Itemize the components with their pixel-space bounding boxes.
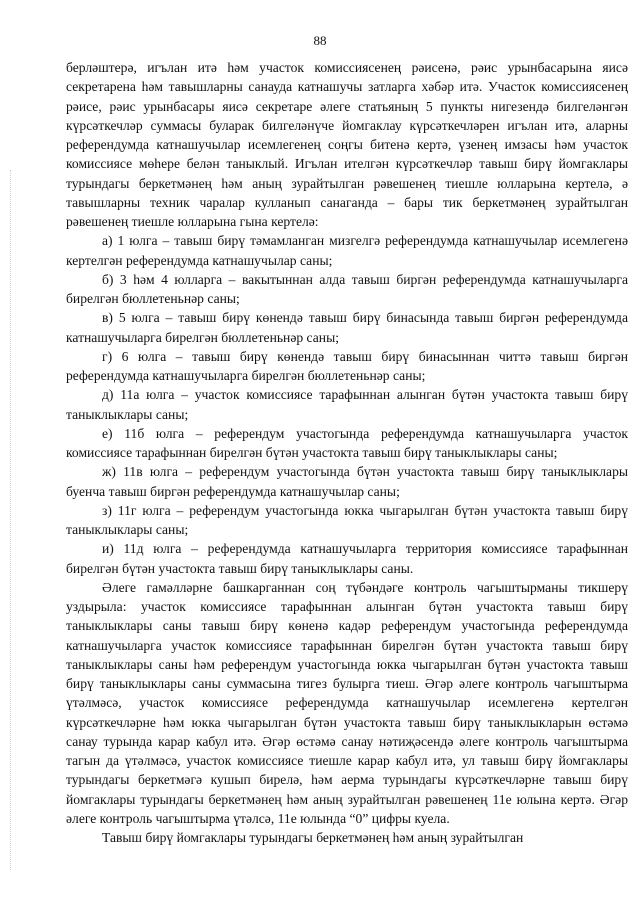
control-check-paragraph: Әлеге гамәлләрне башкарганнан соң түбәндәге контроль чагыштырманы тикшерү уздырыла: участок комиссиясе тарафыннан алынган бүтән участокта тавыш бирү таныклыклары саны тавыш бирү көненә кадәр референдум участогында референдумда катнашучыларга участок комиссиясе тарафыннан бирелгән бүтән участокта тавыш бирү таныклыклары саны һәм референдум участогында юкка чыгарылган бүтән участокта тавыш бирү таныклыклары саны суммасына тигез булырга тиеш. Әгәр әлеге контроль чагыштырма үтәлмәсә, участок комиссиясе референдумда катнашучылар исемлегенә кертелгән күрсәткечләрне һәм юкка чыгарылган бүтән участокта тавыш бирү таныклыкларын өстәмә санау турында карар кабул итә. Әгәр өстәмә санау нәтиҗәсендә әлеге контроль чагыштырма тагын да үтәлмәсә, участок комиссиясе тиешле карар кабул итә, ул тавыш бирү йомгаклары турындагы беркетмәгә кушып бирелә, һәм аерма турындагы күрсәткечләрне тавыш бирү йомгаклары турындагы беркетмәнең һәм аның зурайтылган рәвешенең 11е юлына кертә. Әгәр әлеге контроль чагыштырма үтәлсә, 11е юлында “0” цифры куела. — [66, 579, 628, 826]
list-item-d: д) 11а юлга – участок комиссиясе тарафыннан алынган бүтән участокта тавыш бирү таныклыклары саны; — [66, 387, 628, 422]
list-item-b: б) 3 һәм 4 юлларга – вакытыннан алда тавыш биргән референдумда катнашучыларга бирелгән бюллетеньнәр саны; — [66, 271, 628, 306]
list-item-zh: ж) 11в юлга – референдум участогында бүтән участокта тавыш бирү таныклыклары буенча тавыш биргән референдумда катнашучылар саны; — [66, 464, 628, 499]
list-item-z: з) 11г юлга – референдум участогында юкка чыгарылган бүтән участокта тавыш бирү таныклыклары саны; — [66, 502, 628, 537]
final-paragraph: Тавыш бирү йомгаклары турындагы беркетмәнең һәм аның зурайтылган — [102, 830, 524, 845]
list-item-i: и) 11д юлга – референдумда катнашучыларга территория комиссиясе тарафыннан бирелгән бүтән участокта тавыш бирү таныклыклары саны. — [66, 541, 628, 576]
scan-margin-artifact — [10, 170, 13, 870]
paragraph-continuation: берләштерә, игълан итә һәм участок комиссиясенең рәисенә, рәис урынбасарына яисә секретарена һәм тавышларны санауда катнашучы затларга хәбәр итә. Участок комиссиясенең рәисе, рәис урынбасары яисә секретаре әлеге статьяның 5 пункты нигезендә билгеләнгән күрсәткечләр суммасы буларак билгеләнүче йомгаклау күрсәткечләрен игълан итә, аларны референдумда катнашучылар исемлегенең соңгы битенә кертә, үзенең имзасы һәм участок комиссиясе мөһере белән таныклый. Игълан ителгән күрсәткечләр тавыш бирү йомгаклары турындагы беркетмәнең һәм аның зурайтылган рәвешенең тиешле юлларына кертелә, ә тавышларны техник чаралар кулланып санаганда – бары тик беркетмәнең зурайтылган рәвешенең тиешле юлларына гына кертелә: — [66, 60, 628, 229]
list-item-e: е) 11б юлга – референдум участогында референдумда катнашучыларга участок комиссиясе тарафыннан бирелгән бүтән участокта тавыш бирү таныклыклары саны; — [66, 425, 628, 460]
list-item-a: а) 1 юлга – тавыш бирү тәмамланган мизгелгә референдумда катнашучылар исемлегенә кертелгән референдумда катнашучылар саны; — [66, 233, 628, 268]
list-item-g: г) 6 юлга – тавыш бирү көнендә тавыш бирү бинасыннан читтә тавыш биргән референдумда катнашучыларга бирелгән бюллетеньнәр саны; — [66, 348, 628, 383]
list-item-v: в) 5 юлга – тавыш бирү көнендә тавыш бирү бинасында тавыш биргән референдумда катнашучыларга бирелгән бюллетеньнәр саны; — [66, 310, 628, 345]
body-text — [66, 58, 628, 847]
page-number: 88 — [313, 33, 327, 48]
